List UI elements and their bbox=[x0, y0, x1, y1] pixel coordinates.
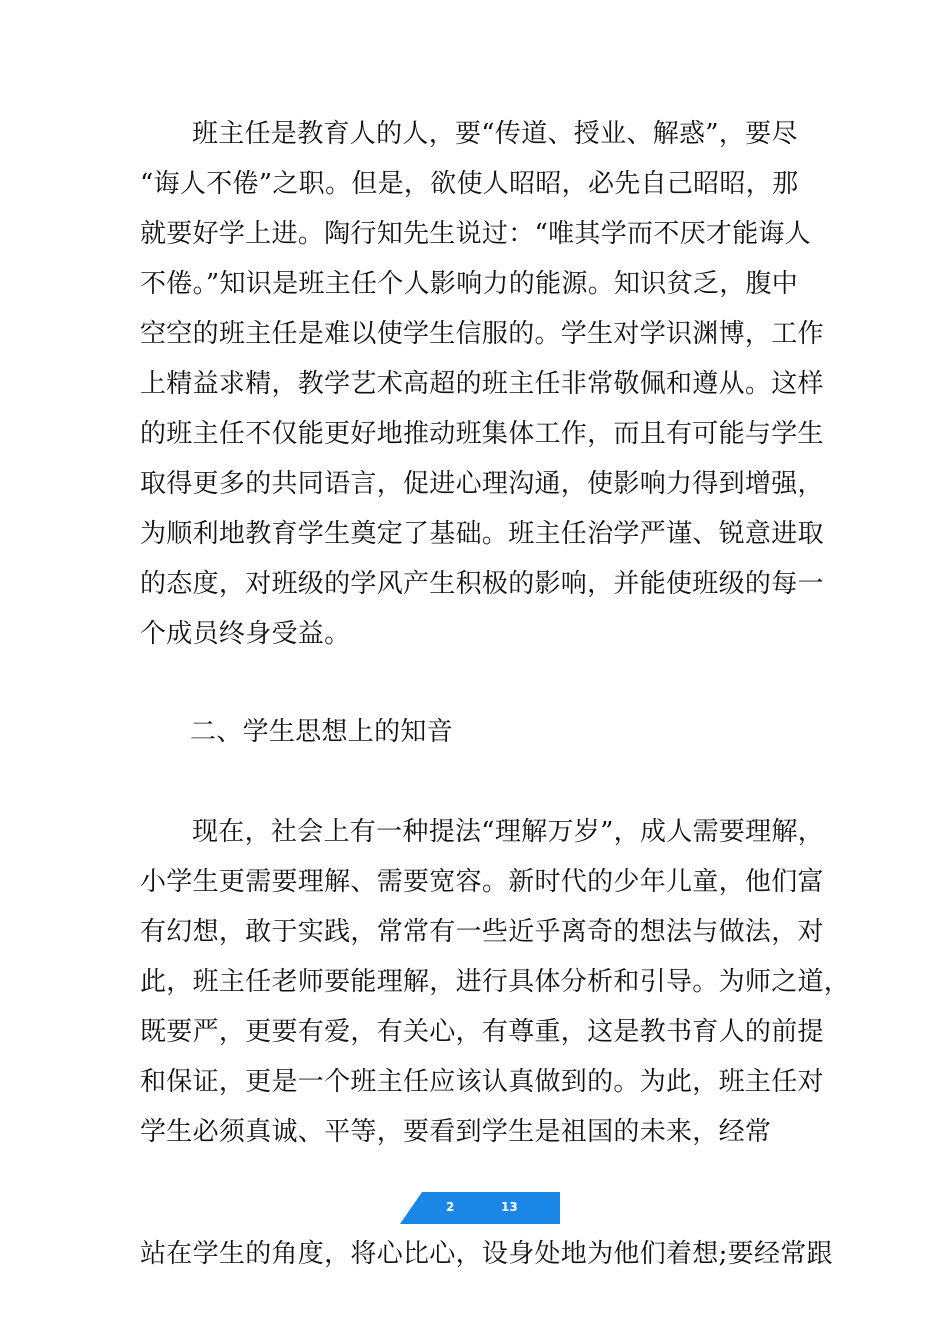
paragraph-line: “诲人不倦”之职。但是，欲使人昭昭，必先自己昭昭，那 bbox=[140, 169, 799, 199]
paragraph-line: 此，班主任老师要能理解，进行具体分析和引导。为师之道， bbox=[140, 967, 851, 997]
total-pages: 13 bbox=[501, 1200, 518, 1214]
paragraph-line: 取得更多的共同语言，促进心理沟通，使影响力得到增强， bbox=[140, 469, 824, 499]
paragraph-line: 班主任是教育人的人，要“传道、授业、解惑”，要尽 bbox=[192, 119, 798, 149]
paragraph-line: 和保证，更是一个班主任应该认真做到的。为此，班主任对 bbox=[140, 1067, 824, 1097]
paragraph-line: 既要严，更要有爱，有关心，有尊重，这是教书育人的前提 bbox=[140, 1017, 824, 1047]
current-page-number: 2 bbox=[446, 1200, 455, 1214]
paragraph-line: 为顺利地教育学生奠定了基础。班主任治学严谨、锐意进取 bbox=[140, 519, 824, 549]
page-number-badge bbox=[400, 1192, 560, 1224]
next-page-line: 站在学生的角度，将心比心，设身处地为他们着想;要经常跟 bbox=[140, 1239, 833, 1269]
paragraph-line: 现在，社会上有一种提法“理解万岁”，成人需要理解， bbox=[192, 817, 825, 847]
paragraph-line: 个成员终身受益。 bbox=[140, 619, 351, 649]
paragraph-line: 小学生更需要理解、需要宽容。新时代的少年儿童，他们富 bbox=[140, 867, 824, 897]
paragraph-line: 有幻想，敢于实践，常常有一些近乎离奇的想法与做法，对 bbox=[140, 917, 824, 947]
paragraph-line: 的态度，对班级的学风产生积极的影响，并能使班级的每一 bbox=[140, 569, 824, 599]
paragraph-line: 上精益求精，教学艺术高超的班主任非常敬佩和遵从。这样 bbox=[140, 369, 824, 399]
paragraph-line: 的班主任不仅能更好地推动班集体工作，而且有可能与学生 bbox=[140, 419, 824, 449]
section-heading: 二、学生思想上的知音 bbox=[190, 717, 454, 747]
paragraph-line: 就要好学上进。陶行知先生说过：“唯其学而不厌才能诲人 bbox=[140, 219, 812, 249]
page-badge-shape bbox=[400, 1192, 560, 1224]
paragraph-line: 不倦。”知识是班主任个人影响力的能源。知识贫乏，腹中 bbox=[140, 269, 799, 299]
paragraph-line: 空空的班主任是难以使学生信服的。学生对学识渊博，工作 bbox=[140, 319, 824, 349]
paragraph-line: 学生必须真诚、平等，要看到学生是祖国的未来，经常 bbox=[140, 1117, 772, 1147]
